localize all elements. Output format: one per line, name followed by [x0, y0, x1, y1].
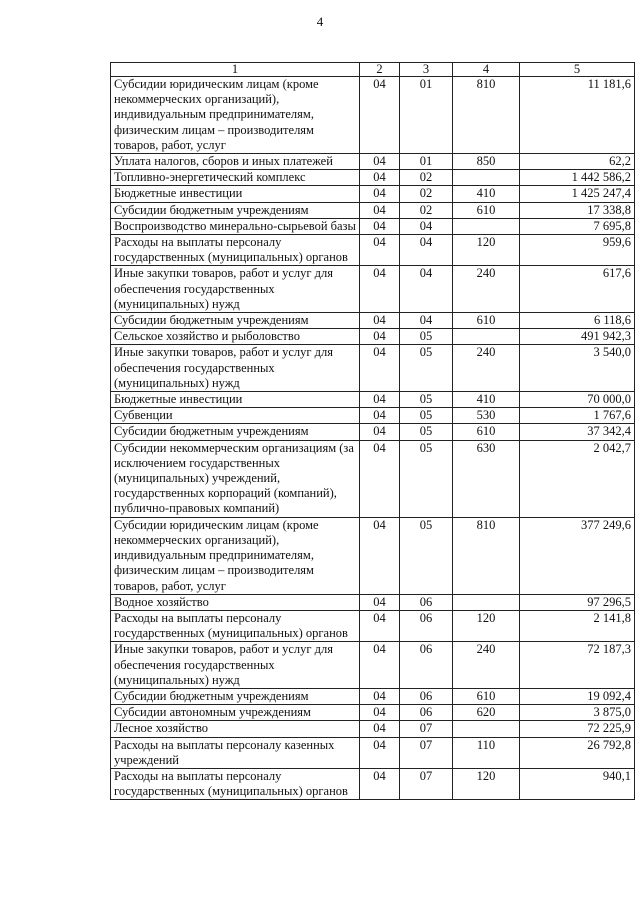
- row-amount: 70 000,0: [520, 392, 635, 408]
- row-expense-type-code: 120: [453, 610, 520, 641]
- row-name: Расходы на выплаты персоналу государственных (муниципальных) органов: [111, 768, 360, 799]
- row-subsection-code: 04: [400, 218, 453, 234]
- row-name: Сельское хозяйство и рыболовство: [111, 329, 360, 345]
- table-row: [111, 688, 635, 704]
- row-expense-type-code: 410: [453, 392, 520, 408]
- row-name: Субсидии бюджетным учреждениям: [111, 202, 360, 218]
- row-name: Уплата налогов, сборов и иных платежей: [111, 154, 360, 170]
- row-amount: 11 181,6: [520, 77, 635, 154]
- table-row: [111, 266, 635, 313]
- table-row: [111, 77, 635, 154]
- row-amount: 26 792,8: [520, 737, 635, 768]
- table-row: [111, 424, 635, 440]
- table-row: [111, 440, 635, 517]
- row-section-code: 04: [360, 154, 400, 170]
- row-expense-type-code: 530: [453, 408, 520, 424]
- row-section-code: 04: [360, 721, 400, 737]
- row-name: Субсидии некоммерческим организациям (за исключением государственных (муниципальных) учреждений, государственных корпораций (компаний), публично-правовых компаний): [111, 440, 360, 517]
- row-name: Водное хозяйство: [111, 594, 360, 610]
- row-expense-type-code: 610: [453, 202, 520, 218]
- page-number: 4: [316, 14, 324, 29]
- row-section-code: 04: [360, 170, 400, 186]
- table-row: [111, 329, 635, 345]
- row-name: Иные закупки товаров, работ и услуг для обеспечения государственных (муниципальных) нужд: [111, 642, 360, 689]
- row-expense-type-code: [453, 721, 520, 737]
- row-name: Субсидии автономным учреждениям: [111, 705, 360, 721]
- table-row: [111, 737, 635, 768]
- row-section-code: 04: [360, 517, 400, 594]
- row-section-code: 04: [360, 424, 400, 440]
- row-name: Расходы на выплаты персоналу государственных (муниципальных) органов: [111, 235, 360, 266]
- row-subsection-code: 02: [400, 186, 453, 202]
- row-section-code: 04: [360, 329, 400, 345]
- row-amount: 2 141,8: [520, 610, 635, 641]
- row-amount: 959,6: [520, 235, 635, 266]
- row-amount: 3 875,0: [520, 705, 635, 721]
- row-expense-type-code: 110: [453, 737, 520, 768]
- table-row: [111, 408, 635, 424]
- row-amount: 97 296,5: [520, 594, 635, 610]
- table-row: [111, 218, 635, 234]
- table-row: [111, 768, 635, 799]
- row-subsection-code: 05: [400, 517, 453, 594]
- row-expense-type-code: 810: [453, 77, 520, 154]
- row-expense-type-code: 610: [453, 313, 520, 329]
- row-amount: 1 442 586,2: [520, 170, 635, 186]
- row-subsection-code: 02: [400, 170, 453, 186]
- row-expense-type-code: 810: [453, 517, 520, 594]
- row-subsection-code: 01: [400, 154, 453, 170]
- row-subsection-code: 01: [400, 77, 453, 154]
- row-amount: 3 540,0: [520, 345, 635, 392]
- row-name: Субсидии бюджетным учреждениям: [111, 688, 360, 704]
- row-subsection-code: 05: [400, 440, 453, 517]
- row-name: Субсидии юридическим лицам (кроме некоммерческих организаций), индивидуальным предпринимателям, физическим лицам – производителям товаров, работ, услуг: [111, 77, 360, 154]
- row-expense-type-code: [453, 218, 520, 234]
- budget-table: [110, 62, 635, 800]
- table-row: [111, 154, 635, 170]
- row-name: Расходы на выплаты персоналу казенных учреждений: [111, 737, 360, 768]
- table-header-row: [111, 63, 635, 77]
- row-expense-type-code: 850: [453, 154, 520, 170]
- row-amount: 940,1: [520, 768, 635, 799]
- row-subsection-code: 07: [400, 737, 453, 768]
- row-amount: 1 767,6: [520, 408, 635, 424]
- row-subsection-code: 05: [400, 345, 453, 392]
- column-header-section: 2: [360, 63, 400, 77]
- table-row: [111, 705, 635, 721]
- row-subsection-code: 07: [400, 768, 453, 799]
- row-section-code: 04: [360, 440, 400, 517]
- row-name: Расходы на выплаты персоналу государственных (муниципальных) органов: [111, 610, 360, 641]
- row-expense-type-code: 120: [453, 235, 520, 266]
- row-section-code: 04: [360, 594, 400, 610]
- row-section-code: 04: [360, 392, 400, 408]
- column-header-expense-type: 4: [453, 63, 520, 77]
- row-name: Субвенции: [111, 408, 360, 424]
- row-expense-type-code: 630: [453, 440, 520, 517]
- row-subsection-code: 06: [400, 594, 453, 610]
- row-expense-type-code: [453, 594, 520, 610]
- row-subsection-code: 07: [400, 721, 453, 737]
- row-expense-type-code: [453, 170, 520, 186]
- table-row: [111, 610, 635, 641]
- row-name: Иные закупки товаров, работ и услуг для обеспечения государственных (муниципальных) нужд: [111, 345, 360, 392]
- row-section-code: 04: [360, 408, 400, 424]
- row-subsection-code: 06: [400, 642, 453, 689]
- row-expense-type-code: 620: [453, 705, 520, 721]
- row-name: Воспроизводство минерально-сырьевой базы: [111, 218, 360, 234]
- row-name: Субсидии юридическим лицам (кроме некоммерческих организаций), индивидуальным предпринимателям, физическим лицам – производителям товаров, работ, услуг: [111, 517, 360, 594]
- row-subsection-code: 05: [400, 408, 453, 424]
- row-subsection-code: 05: [400, 424, 453, 440]
- row-amount: 491 942,3: [520, 329, 635, 345]
- table-row: [111, 313, 635, 329]
- row-section-code: 04: [360, 218, 400, 234]
- row-section-code: 04: [360, 186, 400, 202]
- row-amount: 72 187,3: [520, 642, 635, 689]
- row-expense-type-code: 240: [453, 642, 520, 689]
- table-row: [111, 186, 635, 202]
- row-amount: 6 118,6: [520, 313, 635, 329]
- column-header-amount: 5: [520, 63, 635, 77]
- row-amount: 377 249,6: [520, 517, 635, 594]
- row-name: Бюджетные инвестиции: [111, 186, 360, 202]
- row-section-code: 04: [360, 235, 400, 266]
- row-name: Топливно-энергетический комплекс: [111, 170, 360, 186]
- row-name: Субсидии бюджетным учреждениям: [111, 424, 360, 440]
- row-expense-type-code: [453, 329, 520, 345]
- row-amount: 72 225,9: [520, 721, 635, 737]
- table-body: [111, 77, 635, 800]
- column-header-name: 1: [111, 63, 360, 77]
- row-section-code: 04: [360, 737, 400, 768]
- column-header-subsection: 3: [400, 63, 453, 77]
- row-amount: 2 042,7: [520, 440, 635, 517]
- table-row: [111, 170, 635, 186]
- row-section-code: 04: [360, 610, 400, 641]
- row-name: Иные закупки товаров, работ и услуг для обеспечения государственных (муниципальных) нужд: [111, 266, 360, 313]
- row-expense-type-code: 610: [453, 424, 520, 440]
- row-expense-type-code: 120: [453, 768, 520, 799]
- row-section-code: 04: [360, 266, 400, 313]
- row-name: Лесное хозяйство: [111, 721, 360, 737]
- row-amount: 7 695,8: [520, 218, 635, 234]
- row-subsection-code: 06: [400, 610, 453, 641]
- row-section-code: 04: [360, 705, 400, 721]
- row-amount: 17 338,8: [520, 202, 635, 218]
- table-row: [111, 721, 635, 737]
- row-section-code: 04: [360, 688, 400, 704]
- row-section-code: 04: [360, 202, 400, 218]
- row-amount: 62,2: [520, 154, 635, 170]
- row-subsection-code: 04: [400, 235, 453, 266]
- row-section-code: 04: [360, 642, 400, 689]
- row-expense-type-code: 240: [453, 345, 520, 392]
- row-section-code: 04: [360, 768, 400, 799]
- row-name: Бюджетные инвестиции: [111, 392, 360, 408]
- row-subsection-code: 06: [400, 688, 453, 704]
- row-subsection-code: 04: [400, 266, 453, 313]
- row-amount: 617,6: [520, 266, 635, 313]
- table-row: [111, 642, 635, 689]
- table-row: [111, 594, 635, 610]
- row-section-code: 04: [360, 345, 400, 392]
- row-subsection-code: 02: [400, 202, 453, 218]
- row-amount: 1 425 247,4: [520, 186, 635, 202]
- table-row: [111, 392, 635, 408]
- row-subsection-code: 05: [400, 329, 453, 345]
- row-expense-type-code: 610: [453, 688, 520, 704]
- row-amount: 37 342,4: [520, 424, 635, 440]
- row-subsection-code: 06: [400, 705, 453, 721]
- table-row: [111, 202, 635, 218]
- row-name: Субсидии бюджетным учреждениям: [111, 313, 360, 329]
- table-row: [111, 235, 635, 266]
- row-section-code: 04: [360, 77, 400, 154]
- row-expense-type-code: 240: [453, 266, 520, 313]
- table-row: [111, 517, 635, 594]
- row-expense-type-code: 410: [453, 186, 520, 202]
- row-section-code: 04: [360, 313, 400, 329]
- row-amount: 19 092,4: [520, 688, 635, 704]
- row-subsection-code: 04: [400, 313, 453, 329]
- row-subsection-code: 05: [400, 392, 453, 408]
- table-row: [111, 345, 635, 392]
